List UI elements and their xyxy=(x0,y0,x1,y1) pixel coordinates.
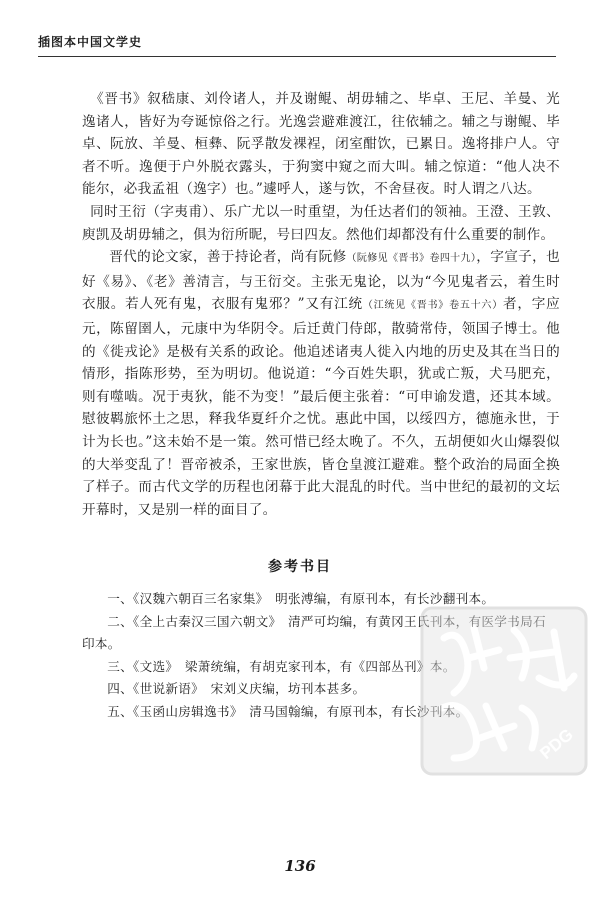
paragraph-3-part-c: 者，字应元，陈留圉人，元康中为华阴令。后迁黄门侍郎，散骑常侍，领国子博士。他的《徙戎论》是极有关系的政论。他追述诸夷人徙入内地的历史及其在当日的情形，指陈形势，至为明切。他说道：“今百姓失职，犹或亡叛，犬马肥充，则有噬啮。况于夷狄，能不为变！”最后便主张着：“可申谕发遣，还其本域。慰彼羁旅怀土之思，释我华夏纤介之忧。惠此中国，以绥四方，德施永世，于计为长也。”这未始不是一策。然可惜已经太晚了。不久，五胡便如火山爆裂似的大举变乱了！晋帝被杀，王家世族，皆仓皇渡江避难。整个政治的局面全换了样子。而古代文学的历程也闭幕于此大混乱的时代。当中世纪的最初的文坛开幕时，又是别一样的面目了。 xyxy=(82,296,560,518)
footnote-ruan-xiu: （阮修见《晋书》卷四十九） xyxy=(346,253,477,265)
running-header: 插图本中国文学史 xyxy=(38,35,143,49)
paragraph-3-part-b: ，字宣子，也好《易》、《老》善清言，与王衍交。主张无鬼论，以为“今见鬼者云，着生时衣服。若人死有鬼，衣服有鬼邪？”又有江统 xyxy=(82,249,560,313)
paragraph-2: 同时王衍（字夷甫）、乐广尤以一时重望，为任达者们的领袖。王澄、王敦、庾凯及胡毋辅之，俱为衍所昵，号曰四友。然他们却都没有什么重要的制作。 xyxy=(82,203,560,243)
footnote-jiang-tong: （江统见《晋书》卷五十六） xyxy=(362,300,503,312)
reference-item: 一、《汉魏六朝百三名家集》 明张溥编，有原刊本，有长沙翻刊本。 xyxy=(107,591,495,606)
paragraph-3 xyxy=(82,246,560,521)
paragraph-1: 《晋书》叙嵇康、刘伶诸人，并及谢鲲、胡毋辅之、毕卓、王尼、羊曼、光逸诸人，皆好为夸诞惊俗之行。光逸尝避难渡江，往依辅之。辅之与谢鲲、毕卓、阮放、羊曼、桓彝、阮孚散发裸裎，闭室酣饮，已累日。逸将排户人。守者不听。逸便于户外脱衣露头，于狗窦中窥之而大叫。辅之惊道：“他人决不能尔，必我孟祖（逸字）也。”遽呼人，遂与饮，不舍昼夜。时人谓之八达。 xyxy=(82,91,560,198)
paragraph-3-part-a: 晋代的论文家，善于持论者，尚有阮修 xyxy=(109,249,347,266)
library-seal-watermark xyxy=(414,598,594,782)
references-title: 参考书目 xyxy=(268,559,332,575)
reference-item: 二、《全上古秦汉三国六朝文》 清严可均编，有黄冈王氏刊本，有医学书局石印本。 xyxy=(82,613,546,651)
reference-item: 三、《文选》 梁萧统编，有胡克家刊本，有《四部丛刊》本。 xyxy=(107,658,456,674)
watermark-mark: PDG xyxy=(536,724,577,764)
page-number: 136 xyxy=(284,857,316,875)
body-text xyxy=(82,88,560,521)
reference-item: 四、《世说新语》 宋刘义庆编，坊刊本甚多。 xyxy=(107,681,366,696)
header-rule xyxy=(38,56,556,57)
reference-item: 五、《玉函山房辑逸书》 清马国翰编，有原刊本，有长沙刊本。 xyxy=(107,703,469,719)
